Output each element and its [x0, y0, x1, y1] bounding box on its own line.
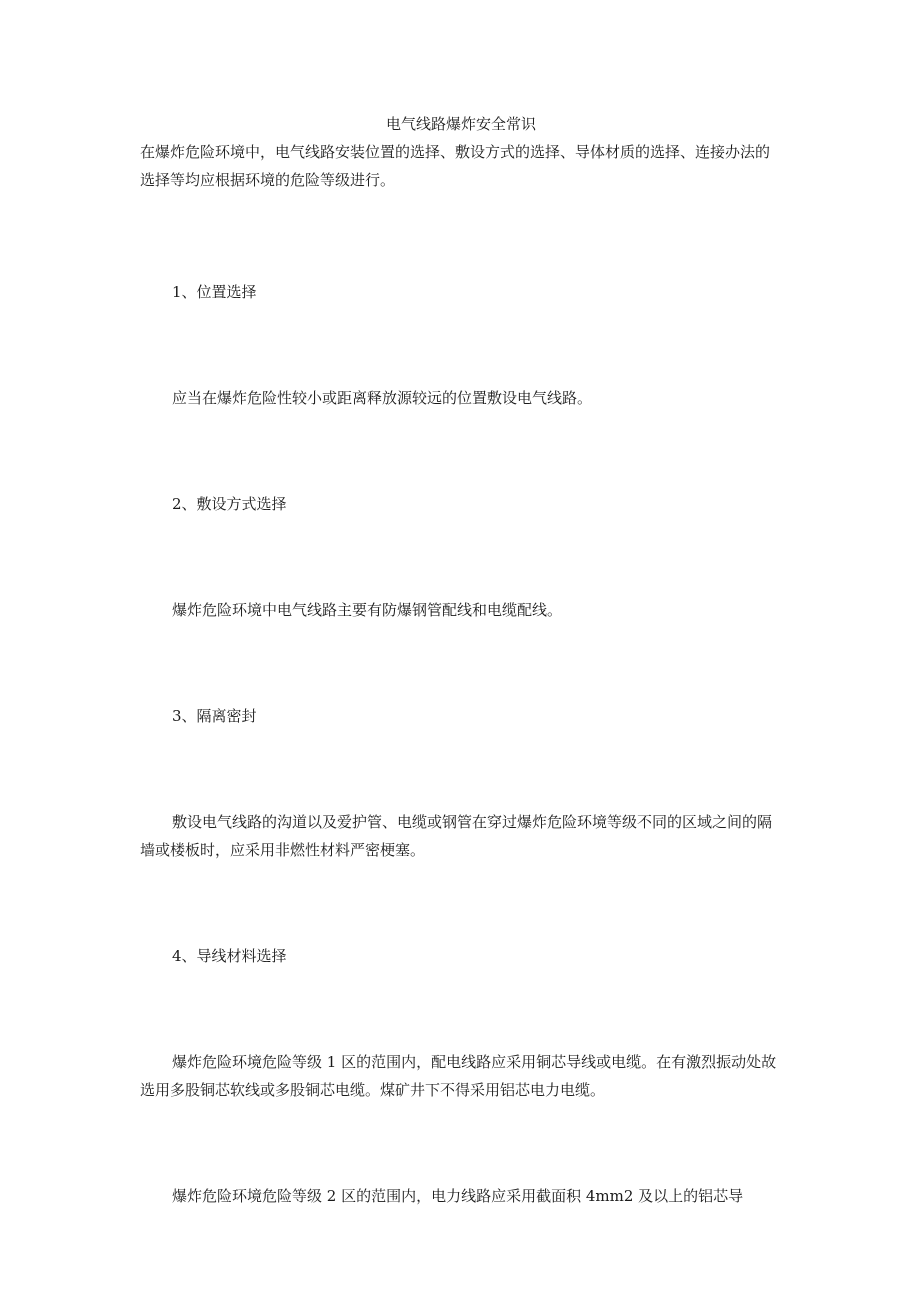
spacer [140, 730, 782, 808]
section-2-paragraph: 爆炸危险环境中电气线路主要有防爆钢管配线和电缆配线。 [172, 601, 563, 619]
section-heading-3: 3、隔离密封 [172, 707, 257, 725]
section-4-paragraph-2: 爆炸危险环境危险等级 2 区的范围内，电力线路应采用截面积 4mm2 及以上的铝芯导 [172, 1187, 744, 1205]
spacer [140, 194, 782, 278]
section-heading-1: 1、位置选择 [172, 283, 257, 301]
document-body [140, 110, 782, 1210]
spacer [140, 864, 782, 942]
section-4-paragraph-1: 爆炸危险环境危险等级 1 区的范围内，配电线路应采用铜芯导线或电缆。在有激烈振动处故选用多股铜芯软线或多股铜芯电缆。煤矿井下不得采用铝芯电力电缆。 [140, 1053, 777, 1099]
spacer [140, 518, 782, 596]
spacer [140, 412, 782, 490]
document-title: 电气线路爆炸安全常识 [385, 115, 536, 133]
section-heading-2: 2、敷设方式选择 [172, 495, 287, 513]
section-1-paragraph: 应当在爆炸危险性较小或距离释放源较远的位置敷设电气线路。 [172, 389, 593, 407]
spacer [140, 970, 782, 1048]
spacer [140, 1104, 782, 1182]
spacer [140, 306, 782, 384]
section-heading-4: 4、导线材料选择 [172, 947, 287, 965]
spacer [140, 624, 782, 702]
intro-paragraph: 在爆炸危险环境中，电气线路安装位置的选择、敷设方式的选择、导体材质的选择、连接办法的选择等均应根据环境的危险等级进行。 [140, 143, 771, 189]
section-3-paragraph: 敷设电气线路的沟道以及爱护管、电缆或钢管在穿过爆炸危险环境等级不同的区域之间的隔墙或楼板时，应采用非燃性材料严密梗塞。 [140, 813, 773, 859]
